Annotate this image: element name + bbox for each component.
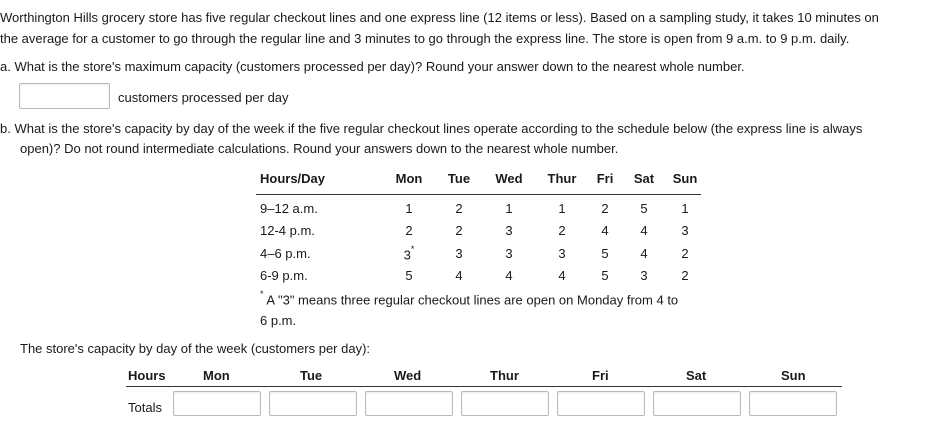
- total-sat-input[interactable]: [653, 391, 741, 416]
- total-thur-input[interactable]: [461, 391, 549, 416]
- capacity-header-hours: Hours: [128, 368, 166, 383]
- capacity-header-sat: Sat: [686, 368, 707, 383]
- total-tue-input[interactable]: [269, 391, 357, 416]
- capacity-header-sun: Sun: [781, 368, 806, 383]
- schedule-row-label: 4–6 p.m.: [260, 246, 311, 261]
- schedule-cell: 3: [681, 223, 689, 238]
- footnote-marker: *: [410, 244, 415, 254]
- intro-line-2: the average for a customer to go through the regular line and 3 minutes to go through the express line. The store is open from 9 a.m. to 9 p.m. daily.: [0, 31, 850, 46]
- schedule-cell: 2: [455, 201, 463, 216]
- part-b-question-line-2: open)? Do not round intermediate calculations. Round your answers down to the nearest whole number.: [20, 141, 619, 156]
- schedule-row-label: 6-9 p.m.: [260, 268, 308, 283]
- schedule-cell: 5: [601, 268, 609, 283]
- schedule-cell: 2: [455, 223, 463, 238]
- schedule-header-rule: [256, 194, 701, 195]
- schedule-cell: 5: [601, 246, 609, 261]
- schedule-cell: 5: [405, 268, 413, 283]
- schedule-cell-value: 3: [403, 247, 411, 263]
- capacity-title: The store's capacity by day of the week (customers per day):: [20, 341, 371, 356]
- schedule-cell: 4: [558, 268, 566, 283]
- footnote-marker: *: [260, 289, 264, 299]
- capacity-header-tue: Tue: [300, 368, 323, 383]
- footnote-text-line-2: 6 p.m.: [260, 313, 297, 328]
- schedule-cell: 2: [681, 268, 689, 283]
- schedule-footnote: [260, 291, 678, 307]
- capacity-header-fri: Fri: [592, 368, 609, 383]
- schedule-cell: 2: [405, 223, 413, 238]
- schedule-cell: 4: [505, 268, 513, 283]
- capacity-row-label-totals: Totals: [128, 400, 162, 415]
- intro-line-1: Worthington Hills grocery store has five regular checkout lines and one express line (12 items or less). Based on a sampling study, it takes 10 minutes on: [0, 10, 879, 25]
- schedule-cell: 2: [601, 201, 609, 216]
- schedule-cell: 1: [505, 201, 513, 216]
- capacity-header-rule: [126, 386, 842, 387]
- schedule-day-fri: Fri: [596, 171, 614, 186]
- max-capacity-input[interactable]: [19, 83, 110, 109]
- schedule-cell: 3: [505, 223, 513, 238]
- schedule-day-thur: Thur: [547, 171, 577, 186]
- capacity-header-mon: Mon: [203, 368, 230, 383]
- schedule-row-label: 12-4 p.m.: [260, 223, 315, 238]
- total-sun-input[interactable]: [749, 391, 837, 416]
- schedule-day-sun: Sun: [672, 171, 698, 186]
- schedule-header-label: Hours/Day: [260, 171, 326, 186]
- total-mon-input[interactable]: [173, 391, 261, 416]
- schedule-cell: 1: [405, 201, 413, 216]
- schedule-cell: 4: [640, 246, 648, 261]
- footnote-text-line-1: A "3" means three regular checkout lines are open on Monday from 4 to: [266, 292, 679, 308]
- schedule-cell: 4: [601, 223, 609, 238]
- schedule-cell: 2: [558, 223, 566, 238]
- schedule-cell: 3: [558, 246, 566, 261]
- schedule-cell: 5: [640, 201, 648, 216]
- schedule-day-tue: Tue: [447, 171, 471, 186]
- schedule-cell: 3: [640, 268, 648, 283]
- total-wed-input[interactable]: [365, 391, 453, 416]
- schedule-cell-with-footnote: [394, 246, 424, 262]
- total-fri-input[interactable]: [557, 391, 645, 416]
- schedule-row-label: 9–12 a.m.: [260, 201, 318, 216]
- capacity-header-wed: Wed: [394, 368, 422, 383]
- part-b-question-line-1: b. What is the store's capacity by day of the week if the five regular checkout lines operate according to the schedule below (the express line is always: [0, 121, 863, 136]
- schedule-cell: 1: [681, 201, 689, 216]
- schedule-day-mon: Mon: [395, 171, 423, 186]
- part-a-unit-label: customers processed per day: [118, 90, 289, 105]
- capacity-header-thur: Thur: [490, 368, 519, 383]
- schedule-cell: 4: [640, 223, 648, 238]
- schedule-day-wed: Wed: [495, 171, 523, 186]
- schedule-cell: 3: [455, 246, 463, 261]
- schedule-cell: 1: [558, 201, 566, 216]
- schedule-cell: 3: [505, 246, 513, 261]
- part-a-question: a. What is the store's maximum capacity (customers processed per day)? Round your answer down to the nearest whole number.: [0, 59, 745, 74]
- schedule-cell: 2: [681, 246, 689, 261]
- schedule-day-sat: Sat: [633, 171, 655, 186]
- schedule-cell: 4: [455, 268, 463, 283]
